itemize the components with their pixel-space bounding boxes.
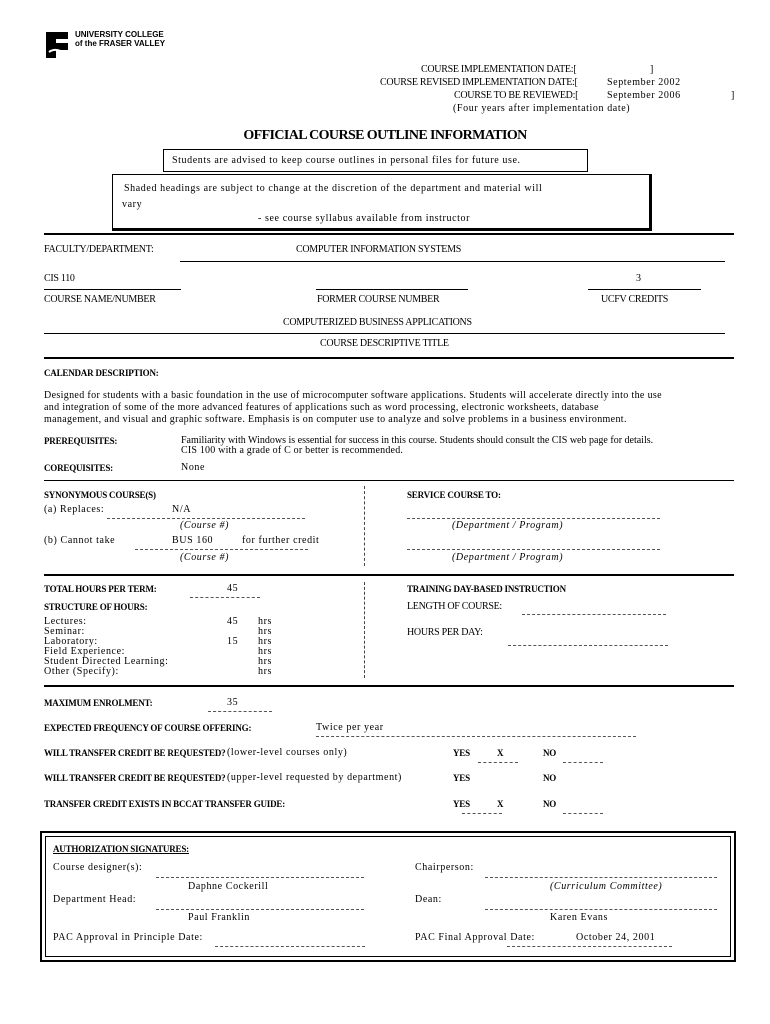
course-number-line	[44, 289, 181, 290]
max-enrol-label: MAXIMUM ENROLMENT:	[44, 698, 153, 708]
coreq-value: None	[181, 462, 206, 473]
hours-row-label-6: Other (Specify):	[44, 666, 119, 677]
course-hash-1: (Course #)	[180, 520, 230, 531]
cannot-label: (b) Cannot take	[44, 535, 116, 546]
pac-final-label: PAC Final Approval Date:	[415, 932, 535, 943]
frequency-value: Twice per year	[316, 722, 384, 733]
revised-date-label: COURSE REVISED IMPLEMENTATION DATE:[	[380, 77, 578, 88]
transfer1-yes: YES	[453, 748, 470, 758]
calendar-heading: CALENDAR DESCRIPTION:	[44, 368, 159, 378]
service-label: SERVICE COURSE TO:	[407, 490, 501, 500]
course-number: CIS 110	[44, 273, 75, 284]
transfer1-mark: X	[497, 748, 504, 758]
auth-heading: AUTHORIZATION SIGNATURES:	[53, 844, 189, 854]
transfer2-yes: YES	[453, 773, 470, 783]
dean-line	[485, 909, 717, 910]
transfer1-label: WILL TRANSFER CREDIT BE REQUESTED?	[44, 748, 226, 758]
course-hash-2: (Course #)	[180, 552, 230, 563]
training-label: TRAINING DAY-BASED INSTRUCTION	[407, 584, 566, 594]
pac-principle-line	[215, 946, 365, 947]
designer-line	[156, 877, 364, 878]
hours-row-label-4: Field Experience:	[44, 646, 126, 657]
length-line	[522, 614, 666, 615]
notice-2-line3: - see course syllabus available from instructor	[258, 213, 471, 224]
column-divider-2	[364, 582, 365, 678]
hours-row-unit-4: hrs	[258, 646, 273, 657]
cannot-suffix: for further credit	[242, 535, 320, 546]
total-hours-value: 45	[227, 583, 239, 594]
review-note: (Four years after implementation date)	[453, 103, 631, 114]
replaces-value: N/A	[172, 504, 192, 515]
transfer2-no: NO	[543, 773, 557, 783]
divider-top	[44, 233, 734, 235]
former-number-label: FORMER COURSE NUMBER	[317, 294, 440, 305]
total-hours-line	[190, 597, 260, 598]
hours-row-value-3: 15	[227, 636, 239, 647]
calendar-text-1: Designed for students with a basic foundation in the use of microcomputer software applications. Students will accelerate directly into the use	[44, 390, 662, 401]
length-label: LENGTH OF COURSE:	[407, 601, 502, 612]
dean-value: Karen Evans	[550, 912, 608, 923]
divider-5	[44, 685, 734, 687]
page-title: OFFICIAL COURSE OUTLINE INFORMATION	[243, 128, 527, 143]
transfer3-no-line	[563, 813, 603, 814]
notice-2-line1: Shaded headings are subject to change at the discretion of the department and material will	[124, 183, 543, 194]
synonymous-label: SYNONYMOUS COURSE(S)	[44, 490, 156, 500]
chair-label: Chairperson:	[415, 862, 474, 873]
structure-label: STRUCTURE OF HOURS:	[44, 602, 148, 612]
faculty-line	[180, 261, 725, 262]
column-divider-1	[364, 486, 365, 566]
ucfv-logo-icon	[44, 30, 70, 60]
notice-2-line2: vary	[122, 199, 143, 210]
transfer1-note: (lower-level courses only)	[227, 747, 348, 758]
transfer3-yes: YES	[453, 799, 470, 809]
review-date-label: COURSE TO BE REVIEWED:[	[454, 90, 579, 101]
transfer3-no: NO	[543, 799, 557, 809]
hours-row-unit-6: hrs	[258, 666, 273, 677]
hours-per-day-label: HOURS PER DAY:	[407, 627, 483, 638]
hours-row-label-3: Laboratory:	[44, 636, 98, 647]
replaces-label: (a) Replaces:	[44, 504, 105, 515]
frequency-line	[316, 736, 636, 737]
impl-date-value: ]	[650, 64, 654, 75]
designer-label: Course designer(s):	[53, 862, 143, 873]
transfer1-yes-line	[478, 762, 518, 763]
logo-line2: of the FRASER VALLEY	[75, 39, 166, 48]
hours-row-label-1: Lectures:	[44, 616, 87, 627]
transfer3-yes-line	[462, 813, 502, 814]
transfer3-mark: X	[497, 799, 504, 809]
credits-line	[588, 289, 701, 290]
hours-row-value-1: 45	[227, 616, 239, 627]
credits-label: UCFV CREDITS	[601, 294, 669, 305]
review-date-close: ]	[731, 90, 735, 101]
dept-program-2: (Department / Program)	[452, 552, 564, 563]
cannot-value: BUS 160	[172, 535, 214, 546]
impl-date-label: COURSE IMPLEMENTATION DATE:[	[421, 64, 577, 75]
chair-value: (Curriculum Committee)	[550, 881, 663, 892]
descriptive-title-label: COURSE DESCRIPTIVE TITLE	[320, 338, 449, 349]
divider-3	[44, 480, 734, 481]
hours-row-unit-1: hrs	[258, 616, 273, 627]
calendar-text-2: and integration of some of the more advanced features of applications such as word processing, electronic worksheets, database	[44, 402, 599, 413]
head-label: Department Head:	[53, 894, 137, 905]
transfer2-note: (upper-level requested by department)	[227, 772, 402, 783]
credits-value: 3	[636, 273, 641, 284]
hours-row-unit-5: hrs	[258, 656, 273, 667]
prereq-text-2: CIS 100 with a grade of C or better is recommended.	[181, 445, 404, 456]
coreq-label: COREQUISITES:	[44, 463, 113, 473]
prereq-text-1: Familiarity with Windows is essential for success in this course. Students should consult the CIS web page for details.	[181, 435, 654, 446]
designer-value: Daphne Cockerill	[188, 881, 269, 892]
hours-per-day-line	[508, 645, 668, 646]
hours-row-label-2: Seminar:	[44, 626, 85, 637]
max-enrol-line	[208, 711, 272, 712]
former-number-line	[316, 289, 468, 290]
dept-program-1: (Department / Program)	[452, 520, 564, 531]
head-value: Paul Franklin	[188, 912, 250, 923]
course-number-label: COURSE NAME/NUMBER	[44, 294, 156, 305]
transfer1-no-line	[563, 762, 603, 763]
transfer1-no: NO	[543, 748, 557, 758]
transfer3-label: TRANSFER CREDIT EXISTS IN BCCAT TRANSFER GUIDE:	[44, 799, 285, 809]
review-date-value: September 2006	[607, 90, 681, 101]
cannot-line	[135, 549, 308, 550]
hours-row-label-5: Student Directed Learning:	[44, 656, 169, 667]
dean-label: Dean:	[415, 894, 442, 905]
faculty-value: COMPUTER INFORMATION SYSTEMS	[296, 244, 461, 255]
service-line-1	[407, 518, 660, 519]
prereq-label: PREREQUISITES:	[44, 436, 118, 446]
chair-line	[485, 877, 717, 878]
frequency-label: EXPECTED FREQUENCY OF COURSE OFFERING:	[44, 723, 252, 733]
total-hours-label: TOTAL HOURS PER TERM:	[44, 584, 157, 594]
pac-final-value: October 24, 2001	[576, 932, 656, 943]
logo-line1: UNIVERSITY COLLEGE	[75, 30, 164, 39]
divider-2	[44, 357, 734, 359]
calendar-text-3: management, and visual and graphic software. Emphasis is on computer use to analyze and solve problems in a business environment.	[44, 414, 627, 425]
hours-row-unit-2: hrs	[258, 626, 273, 637]
notice-1: Students are advised to keep course outlines in personal files for future use.	[172, 155, 521, 166]
pac-principle-label: PAC Approval in Principle Date:	[53, 932, 203, 943]
revised-date-value: September 2002	[607, 77, 681, 88]
replaces-line	[107, 518, 305, 519]
faculty-label: FACULTY/DEPARTMENT:	[44, 244, 154, 255]
head-line	[156, 909, 364, 910]
hours-row-unit-3: hrs	[258, 636, 273, 647]
service-line-2	[407, 549, 660, 550]
descriptive-title-line	[44, 333, 725, 334]
pac-final-line	[507, 946, 672, 947]
max-enrol-value: 35	[227, 697, 239, 708]
divider-4	[44, 574, 734, 576]
descriptive-title: COMPUTERIZED BUSINESS APPLICATIONS	[283, 317, 472, 328]
transfer2-label: WILL TRANSFER CREDIT BE REQUESTED?	[44, 773, 226, 783]
